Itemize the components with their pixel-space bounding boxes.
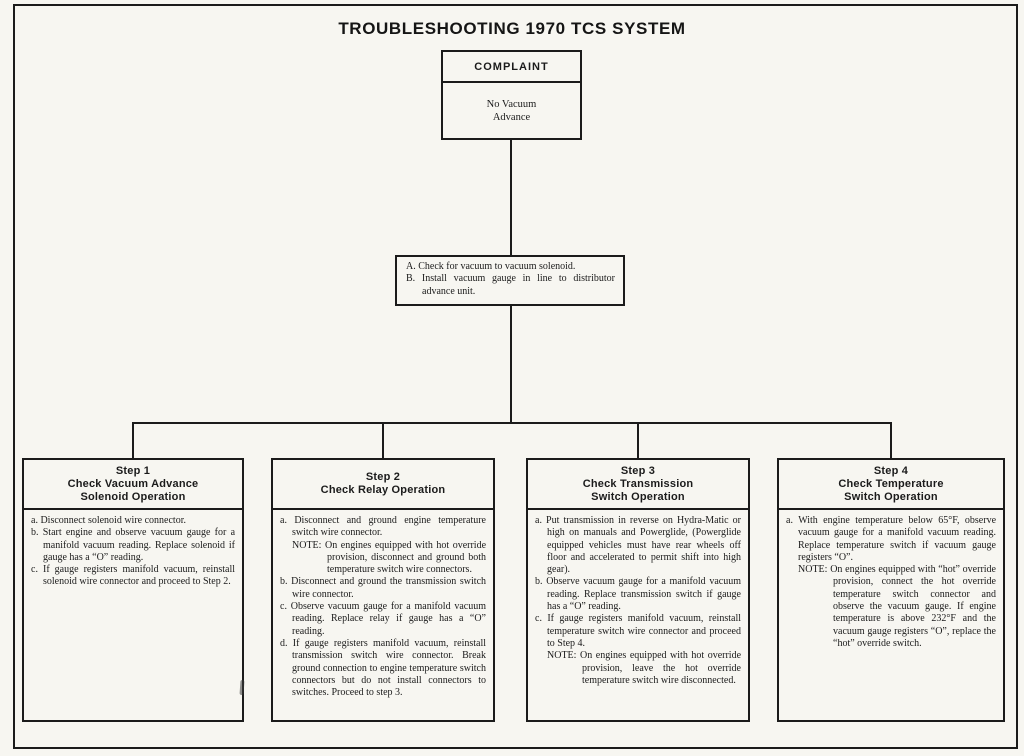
- item-text: Disconnect solenoid wire connector.: [40, 515, 186, 526]
- complaint-box: [441, 50, 582, 140]
- step-instruction: [535, 515, 741, 576]
- step-body: [273, 510, 493, 699]
- connector-drop-step1: [132, 424, 134, 458]
- step-body: [528, 510, 748, 687]
- step-body: [779, 510, 1003, 650]
- item-label: a.: [280, 515, 287, 526]
- item-text: Install vacuum gauge in line to distributor advance unit.: [421, 273, 616, 297]
- item-text: Put transmission in reverse on Hydra-Matic or high on manuals and Powerglide, (Powerglide equipped vehicles must have rear wheels off floor and accelerated to permit shift into high gear).: [546, 515, 741, 576]
- item-label: a.: [535, 515, 542, 526]
- item-text: Disconnect and ground engine temperature switch wire connector.: [292, 515, 486, 539]
- connector-drop-step3: [637, 424, 639, 458]
- item-label: b.: [31, 527, 39, 539]
- step-header: [273, 460, 493, 510]
- check-item: [406, 273, 615, 298]
- step-title-line: Step 3: [620, 464, 656, 477]
- item-label: b.: [535, 576, 543, 588]
- connector-drop-step4: [890, 424, 892, 458]
- step-header: [779, 460, 1003, 510]
- step-instruction: [31, 515, 235, 527]
- note-text: On engines equipped with hot override provision, disconnect and ground both temperature switch wire connectors.: [325, 539, 487, 576]
- step-title-line: Switch Operation: [844, 490, 938, 503]
- complaint-body: [443, 83, 580, 138]
- item-label: a.: [786, 515, 793, 526]
- item-text: If gauge registers manifold vacuum, reinstall temperature switch wire connector and proceed to Step 4.: [547, 613, 741, 649]
- connector-checks-to-branch: [510, 306, 512, 424]
- step-title-line: Step 2: [365, 471, 401, 483]
- complaint-header: COMPLAINT: [443, 52, 580, 83]
- complaint-body-line: Advance: [492, 111, 531, 123]
- step-instruction: [280, 638, 486, 699]
- item-text: Check for vacuum to vacuum solenoid.: [418, 261, 576, 272]
- item-text: If gauge registers manifold vacuum, reinstall transmission switch wire connector. Break ground connection to engine temperature switch connectors but do not install connectors to switches. Proceed to step 3.: [292, 637, 487, 699]
- complaint-body-line: No Vacuum: [486, 98, 537, 110]
- item-label: c.: [31, 564, 38, 576]
- step-title-line: Check Vacuum Advance: [67, 477, 199, 490]
- step-instruction: [535, 576, 741, 613]
- initial-checks-box: [395, 255, 625, 306]
- connector-drop-step2: [382, 424, 384, 458]
- step-instruction: [280, 515, 486, 540]
- item-label: A.: [406, 261, 416, 272]
- note-label: NOTE:: [292, 539, 322, 551]
- note-text: On engines equipped with hot override provision, leave the hot override temperature switch wire disconnected.: [580, 650, 742, 686]
- note-text: On engines equipped with “hot” override provision, connect the hot override temperature switch connector and observe the vacuum gauge. If engine temperature is above 232°F and the vacuum gauge registers “O”, replace the “hot” override switch.: [830, 564, 996, 649]
- note: [535, 650, 741, 687]
- check-item: [406, 261, 615, 273]
- step-instruction: [31, 527, 235, 564]
- step-title-line: Check Transmission: [582, 477, 694, 490]
- step-box-1: [22, 458, 244, 722]
- item-text: Disconnect and ground the transmission switch wire connector.: [291, 576, 487, 600]
- step-title-line: Check Temperature: [838, 477, 944, 490]
- step-title-line: Switch Operation: [591, 490, 685, 503]
- item-text: If gauge registers manifold vacuum, reinstall solenoid wire connector and proceed to Step 2.: [42, 564, 235, 588]
- item-label: c.: [535, 613, 542, 625]
- note: [280, 540, 486, 577]
- step-box-3: [526, 458, 750, 722]
- step-header: [24, 460, 242, 510]
- item-text: Start engine and observe vacuum gauge for a manifold vacuum reading. Replace solenoid if gauge has a “O” reading.: [42, 527, 236, 563]
- step-title-line: Step 1: [115, 464, 151, 477]
- item-label: a.: [31, 515, 38, 526]
- step-instruction: [280, 601, 486, 638]
- step-instruction: [786, 515, 996, 564]
- step-body: [24, 510, 242, 589]
- step-box-2: [271, 458, 495, 722]
- note-label: NOTE:: [798, 564, 828, 576]
- step-instruction: [31, 564, 235, 589]
- step-instruction: [280, 576, 486, 601]
- connector-complaint-to-checks: [510, 140, 512, 255]
- page-title: TROUBLESHOOTING 1970 TCS SYSTEM: [338, 19, 686, 38]
- note: [786, 564, 996, 650]
- step-title-line: Solenoid Operation: [80, 490, 186, 503]
- item-label: d.: [280, 637, 288, 649]
- item-label: B.: [406, 273, 416, 285]
- item-text: Observe vacuum gauge for a manifold vacuum reading. Replace relay if gauge has a “O” reading.: [290, 601, 486, 637]
- connector-branch-horizontal: [132, 422, 892, 424]
- step-title-line: Check Relay Operation: [320, 484, 446, 496]
- item-text: With engine temperature below 65°F, observe vacuum gauge for a manifold vacuum reading. Replace temperature switch if vacuum gauge registers “O”.: [798, 515, 997, 563]
- note-label: NOTE:: [547, 650, 577, 662]
- step-title-line: Step 4: [873, 464, 909, 477]
- item-label: b.: [280, 576, 288, 588]
- item-label: c.: [280, 601, 287, 613]
- step-instruction: [535, 613, 741, 650]
- step-box-4: [777, 458, 1005, 722]
- step-header: [528, 460, 748, 510]
- item-text: Observe vacuum gauge for a manifold vacuum reading. Replace transmission switch if gauge has a “O” reading.: [546, 576, 741, 613]
